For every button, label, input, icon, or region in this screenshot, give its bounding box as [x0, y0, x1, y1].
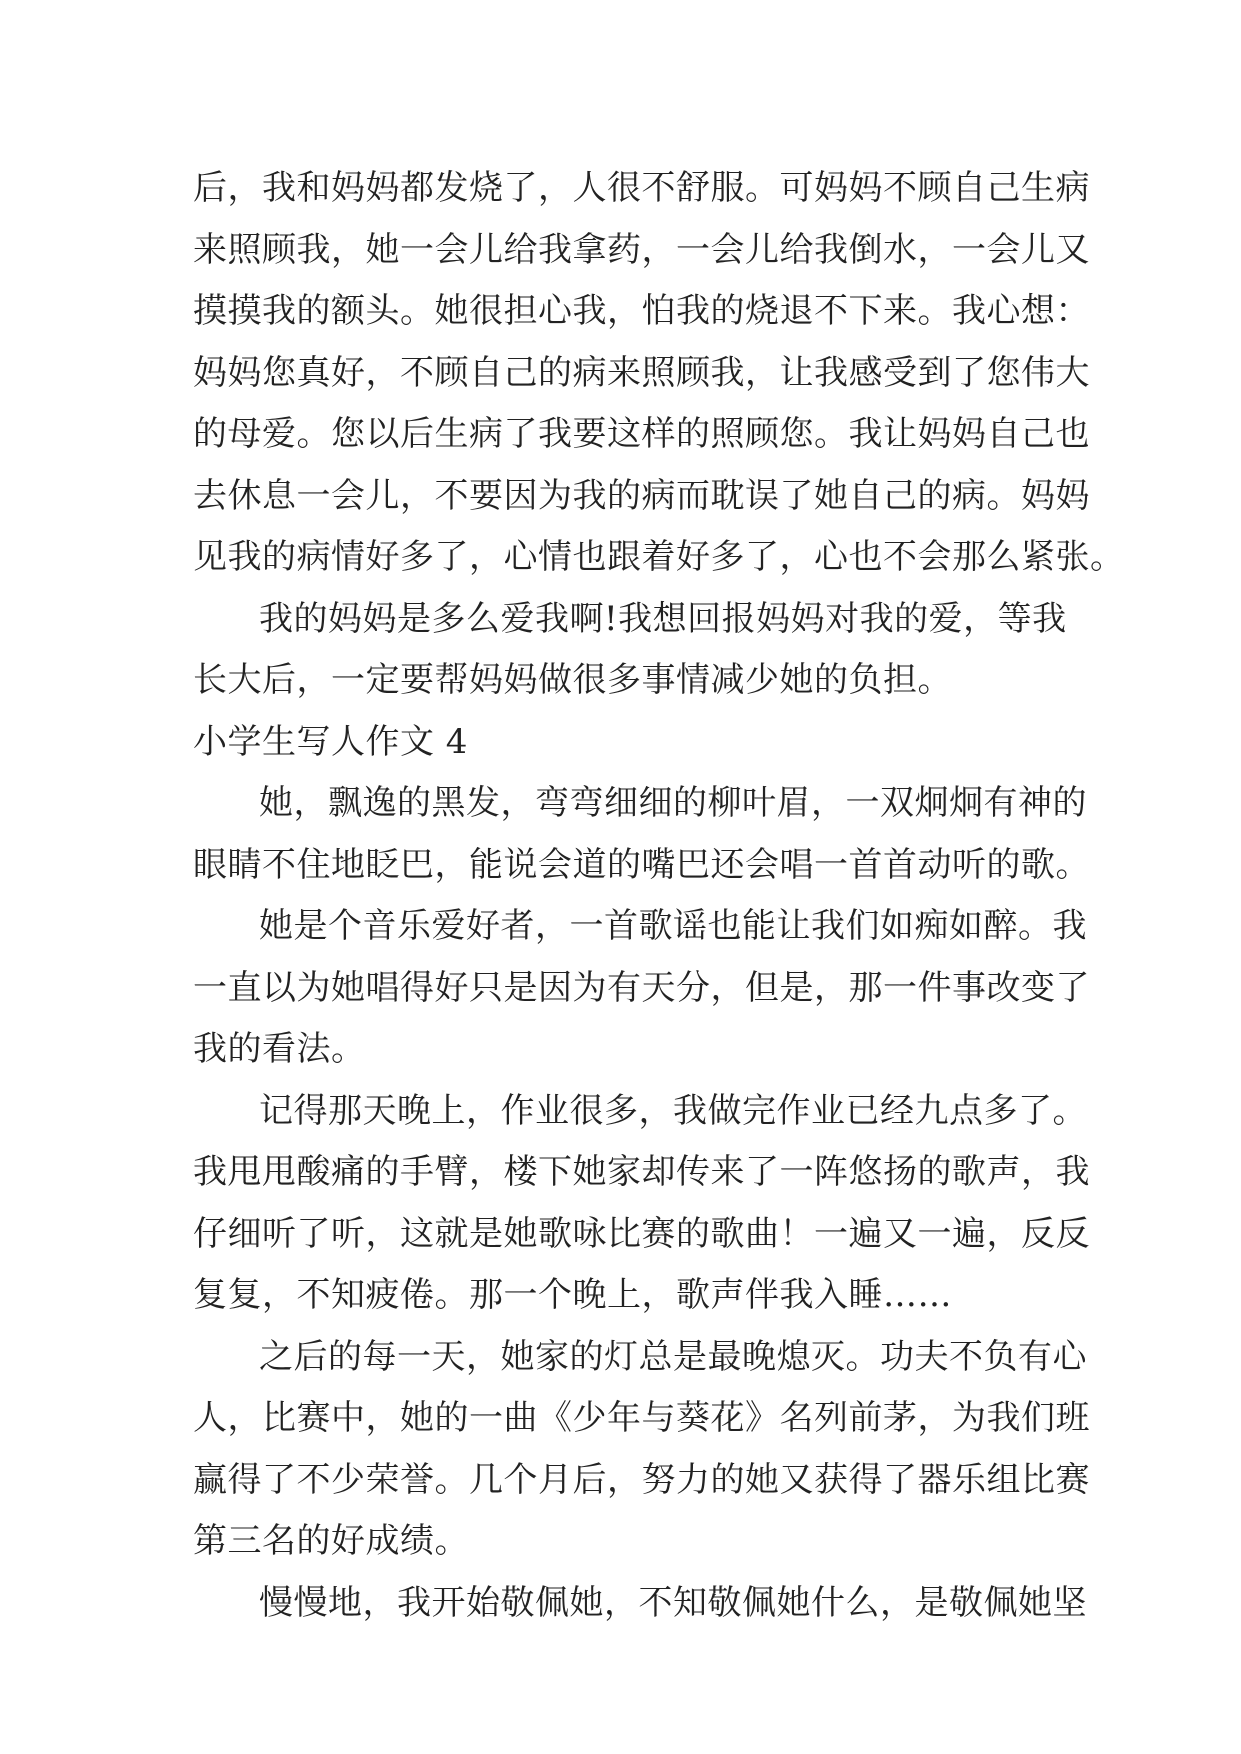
document-body [193, 158, 1125, 1634]
text-line: 眼睛不住地眨巴，能说会道的嘴巴还会唱一首首动听的歌。 [193, 844, 1090, 885]
text-line: 来照顾我，她一会儿给我拿药，一会儿给我倒水，一会儿又 [193, 229, 1090, 270]
text-line: 仔细听了听，这就是她歌咏比赛的歌曲！一遍又一遍，反反 [193, 1213, 1090, 1254]
text-line: 她是个音乐爱好者，一首歌谣也能让我们如痴如醉。我 [259, 906, 1087, 946]
text-line: 我甩甩酸痛的手臂，楼下她家却传来了一阵悠扬的歌声，我 [193, 1152, 1090, 1192]
text-line: 摸摸我的额头。她很担心我，怕我的烧退不下来。我心想： [193, 291, 1090, 331]
text-line: 人，比赛中，她的一曲《少年与葵花》名列前茅，为我们班 [193, 1398, 1090, 1438]
text-line: 去休息一会儿，不要因为我的病而耽误了她自己的病。妈妈 [193, 475, 1090, 516]
text-line: 赢得了不少荣誉。几个月后，努力的她又获得了器乐组比赛 [193, 1459, 1090, 1500]
text-line: 的母爱。您以后生病了我要这样的照顾您。我让妈妈自己也 [193, 414, 1090, 454]
text-line: 我的看法。 [193, 1029, 366, 1069]
text-line: 妈妈您真好，不顾自己的病来照顾我，让我感受到了您伟大 [193, 352, 1090, 393]
text-line: 长大后，一定要帮妈妈做很多事情减少她的负担。 [193, 660, 952, 700]
text-line: 第三名的好成绩。 [193, 1521, 469, 1561]
text-line: 记得那天晚上，作业很多，我做完作业已经九点多了。 [259, 1090, 1087, 1131]
text-line: 一直以为她唱得好只是因为有天分，但是，那一件事改变了 [193, 967, 1090, 1008]
text-line: 她，飘逸的黑发，弯弯细细的柳叶眉，一双炯炯有神的 [259, 783, 1087, 823]
text-line: 后，我和妈妈都发烧了，人很不舒服。可妈妈不顾自己生病 [193, 168, 1090, 208]
text-line: 我的妈妈是多么爱我啊!我想回报妈妈对我的爱，等我 [259, 598, 1067, 639]
text-line: 之后的每一天，她家的灯总是最晚熄灭。功夫不负有心 [259, 1336, 1087, 1377]
text-line: 慢慢地，我开始敬佩她，不知敬佩她什么，是敬佩她坚 [259, 1582, 1087, 1623]
section-heading: 小学生写人作文 4 [193, 721, 468, 762]
text-line: 见我的病情好多了，心情也跟着好多了，心也不会那么紧张。 [193, 537, 1125, 577]
text-line: 复复，不知疲倦。那一个晚上，歌声伴我入睡…… [193, 1275, 952, 1315]
